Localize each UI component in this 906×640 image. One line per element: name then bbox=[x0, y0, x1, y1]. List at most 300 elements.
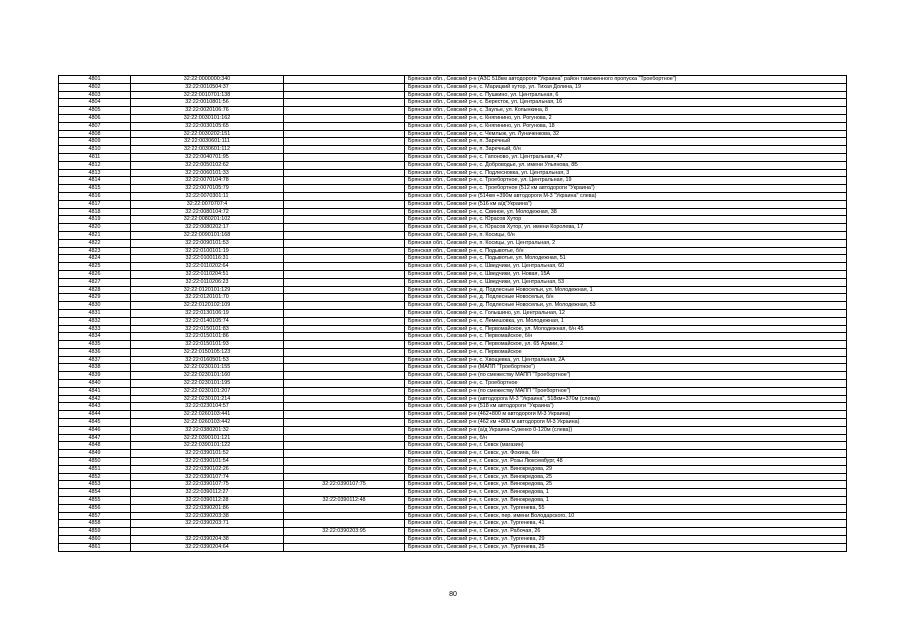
cadastral-number-cell: 32:22:0090101:53 bbox=[131, 239, 284, 247]
address-cell: Брянская обл., Севский р-н (автодорога М-3 "Украина", 518км+370м (слева)) bbox=[405, 395, 847, 403]
row-number-cell: 4808 bbox=[59, 130, 131, 138]
table-row bbox=[59, 450, 847, 458]
cadastral-number-cell: 32:22:0150101:86 bbox=[131, 333, 284, 341]
address-cell: Брянская обл., Севский р-н, п. Заречный bbox=[405, 138, 847, 146]
previous-number-cell bbox=[284, 91, 405, 99]
row-number-cell: 4815 bbox=[59, 185, 131, 193]
table-row bbox=[59, 278, 847, 286]
table-row bbox=[59, 294, 847, 302]
table-row bbox=[59, 458, 847, 466]
address-cell: Брянская обл., Севский р-н, с. Юрасов Хутор, ул. имени Королева, 17 bbox=[405, 224, 847, 232]
address-cell: Брянская обл., Севский р-н (516 км а/д"Украина") bbox=[405, 200, 847, 208]
row-number-cell: 4843 bbox=[59, 403, 131, 411]
address-cell: Брянская обл., Севский р-н, с. Троебортное, ул. Центральная, 19 bbox=[405, 177, 847, 185]
previous-number-cell bbox=[284, 419, 405, 427]
cadastral-number-cell: 32:22:0390112:27 bbox=[131, 489, 284, 497]
cadastral-number-cell: 32:22:0380201:32 bbox=[131, 426, 284, 434]
address-cell: Брянская обл., Севский р-н, с. Марицкий хутор, ул. Тихая Долина, 19 bbox=[405, 83, 847, 91]
row-number-cell: 4830 bbox=[59, 302, 131, 310]
table-row bbox=[59, 161, 847, 169]
cadastral-number-cell: 32:22:0080104:72 bbox=[131, 208, 284, 216]
address-cell: Брянская обл., Севский р-н, д. Подлесные Новосельи, ул. Молодежная, 1 bbox=[405, 286, 847, 294]
previous-number-cell bbox=[284, 169, 405, 177]
row-number-cell: 4803 bbox=[59, 91, 131, 99]
address-cell: Брянская обл., Севский р-н, г. Севск, ул. Винокредова, 1 bbox=[405, 489, 847, 497]
previous-number-cell bbox=[284, 239, 405, 247]
cadastral-number-cell: 32:22:0110204:51 bbox=[131, 270, 284, 278]
cadastral-number-cell: 32:22:0030105:65 bbox=[131, 122, 284, 130]
table-row bbox=[59, 224, 847, 232]
table-row bbox=[59, 76, 847, 84]
row-number-cell: 4841 bbox=[59, 387, 131, 395]
cadastral-number-cell: 32:22:0070707:4 bbox=[131, 200, 284, 208]
row-number-cell: 4816 bbox=[59, 192, 131, 200]
cadastral-number-cell: 32:22:0390204:38 bbox=[131, 536, 284, 544]
cadastral-number-cell: 32:22:0390203:71 bbox=[131, 520, 284, 528]
row-number-cell: 4811 bbox=[59, 153, 131, 161]
table-row bbox=[59, 192, 847, 200]
previous-number-cell bbox=[284, 270, 405, 278]
table-row bbox=[59, 543, 847, 551]
table-row bbox=[59, 255, 847, 263]
previous-number-cell bbox=[284, 411, 405, 419]
address-cell: Брянская обл., Севский р-н, г. Севск (магазин) bbox=[405, 442, 847, 450]
previous-number-cell bbox=[284, 200, 405, 208]
cadastral-number-cell: 32:22:0230101:195 bbox=[131, 380, 284, 388]
address-cell: Брянская обл., Севский р-н, г. Севск, ул. Розы Люксембург, 48 bbox=[405, 458, 847, 466]
row-number-cell: 4806 bbox=[59, 114, 131, 122]
cadastral-number-cell: 32:22:0150101:83 bbox=[131, 325, 284, 333]
address-cell: Брянская обл., Севский р-н, с. Юрасов Хутор bbox=[405, 216, 847, 224]
cadastral-number-cell: 32:22:0040701:95 bbox=[131, 153, 284, 161]
table-row bbox=[59, 200, 847, 208]
previous-number-cell bbox=[284, 356, 405, 364]
cadastral-table bbox=[58, 75, 847, 552]
row-number-cell: 4848 bbox=[59, 442, 131, 450]
address-cell: Брянская обл., Севский р-н, г. Севск, ул. Рабочая, 26 bbox=[405, 528, 847, 536]
previous-number-cell bbox=[284, 489, 405, 497]
row-number-cell: 4818 bbox=[59, 208, 131, 216]
previous-number-cell bbox=[284, 309, 405, 317]
previous-number-cell bbox=[284, 465, 405, 473]
row-number-cell: 4821 bbox=[59, 231, 131, 239]
table-row bbox=[59, 146, 847, 154]
cadastral-number-cell: 32:22:0030601:111 bbox=[131, 138, 284, 146]
row-number-cell: 4840 bbox=[59, 380, 131, 388]
cadastral-number-cell: 32:22:0050102:62 bbox=[131, 161, 284, 169]
table-row bbox=[59, 497, 847, 505]
previous-number-cell bbox=[284, 185, 405, 193]
previous-number-cell bbox=[284, 177, 405, 185]
address-cell: Брянская обл., Севский р-н (а/д Украина-Сузенко 0-120м (слева)) bbox=[405, 426, 847, 434]
cadastral-number-cell: 32:22:0230101:214 bbox=[131, 395, 284, 403]
previous-number-cell bbox=[284, 387, 405, 395]
address-cell: Брянская обл., Севский р-н, с. Подлесновка, ул. Центральная, 3 bbox=[405, 169, 847, 177]
previous-number-cell bbox=[284, 122, 405, 130]
address-cell: Брянская обл., Севский р-н, с. Свиное, ул. Молодежная, 38 bbox=[405, 208, 847, 216]
previous-number-cell bbox=[284, 130, 405, 138]
previous-number-cell bbox=[284, 380, 405, 388]
table-row bbox=[59, 216, 847, 224]
table-row bbox=[59, 419, 847, 427]
previous-number-cell bbox=[284, 341, 405, 349]
cadastral-number-cell: 32:22:0230104:57 bbox=[131, 403, 284, 411]
cadastral-number-cell: 32:22:0230101:207 bbox=[131, 387, 284, 395]
table-row bbox=[59, 411, 847, 419]
table-row bbox=[59, 263, 847, 271]
table-row bbox=[59, 348, 847, 356]
row-number-cell: 4835 bbox=[59, 341, 131, 349]
address-cell: Брянская обл., Севский р-н (518 км автодороги "Украина") bbox=[405, 403, 847, 411]
cadastral-number-cell: 32:22:0120102:109 bbox=[131, 302, 284, 310]
previous-number-cell bbox=[284, 76, 405, 84]
row-number-cell: 4838 bbox=[59, 364, 131, 372]
table-row bbox=[59, 270, 847, 278]
row-number-cell: 4824 bbox=[59, 255, 131, 263]
address-cell: Брянская обл., Севский р-н, г. Севск, ул. Тургенева, 41 bbox=[405, 520, 847, 528]
cadastral-number-cell: 32:22:0390101:54 bbox=[131, 458, 284, 466]
cadastral-number-cell: 32:22:0120101:129 bbox=[131, 286, 284, 294]
table-row bbox=[59, 309, 847, 317]
address-cell: Брянская обл., Севский р-н (514км +390м автодороги М-3 "Украина" слева) bbox=[405, 192, 847, 200]
address-cell: Брянская обл., Севский р-н, г. Севск, пер. имени Володарского, 10 bbox=[405, 512, 847, 520]
table-row bbox=[59, 333, 847, 341]
table-row bbox=[59, 528, 847, 536]
cadastral-number-cell: 32:22:0140105:74 bbox=[131, 317, 284, 325]
previous-number-cell bbox=[284, 83, 405, 91]
previous-number-cell bbox=[284, 403, 405, 411]
address-cell: Брянская обл., Севский р-н, с. Пушкино, ул. Центральная, 6 bbox=[405, 91, 847, 99]
address-cell: Брянская обл., Севский р-н (АЗС 518км автодороги "Украина" район таможенного пропуска "Троебортное") bbox=[405, 76, 847, 84]
address-cell: Брянская обл., Севский р-н, г. Севск, ул. Винокредова, 1 bbox=[405, 497, 847, 505]
address-cell: Брянская обл., Севский р-н, б/н bbox=[405, 434, 847, 442]
table-row bbox=[59, 442, 847, 450]
table-row bbox=[59, 356, 847, 364]
previous-number-cell bbox=[284, 333, 405, 341]
previous-number-cell: 32:22:0390112:48 bbox=[284, 497, 405, 505]
previous-number-cell bbox=[284, 107, 405, 115]
cadastral-number-cell: 32:22:0130106:19 bbox=[131, 309, 284, 317]
previous-number-cell bbox=[284, 224, 405, 232]
previous-number-cell bbox=[284, 302, 405, 310]
cadastral-number-cell: 32:22:0030601:112 bbox=[131, 146, 284, 154]
table-row bbox=[59, 403, 847, 411]
row-number-cell: 4858 bbox=[59, 520, 131, 528]
address-cell: Брянская обл., Севский р-н, с. Хвощевка, ул. Центральная, 2А bbox=[405, 356, 847, 364]
address-cell: Брянская обл., Севский р-н, с. Шведчики, ул. Новая, 15А bbox=[405, 270, 847, 278]
table-row bbox=[59, 364, 847, 372]
previous-number-cell bbox=[284, 99, 405, 107]
row-number-cell: 4861 bbox=[59, 543, 131, 551]
row-number-cell: 4831 bbox=[59, 309, 131, 317]
table-row bbox=[59, 325, 847, 333]
row-number-cell: 4804 bbox=[59, 99, 131, 107]
table-row bbox=[59, 512, 847, 520]
address-cell: Брянская обл., Севский р-н, с. Троебортное bbox=[405, 380, 847, 388]
previous-number-cell bbox=[284, 192, 405, 200]
table-body bbox=[59, 76, 847, 552]
page-number: 80 bbox=[449, 591, 457, 598]
row-number-cell: 4846 bbox=[59, 426, 131, 434]
row-number-cell: 4849 bbox=[59, 450, 131, 458]
table-row bbox=[59, 465, 847, 473]
row-number-cell: 4829 bbox=[59, 294, 131, 302]
table-row bbox=[59, 504, 847, 512]
cadastral-number-cell: 32:22:0260103:442 bbox=[131, 419, 284, 427]
cadastral-number-cell: 32:22:0230101:160 bbox=[131, 372, 284, 380]
cadastral-number-cell: 32:22:0390204:64 bbox=[131, 543, 284, 551]
table-row bbox=[59, 481, 847, 489]
row-number-cell: 4837 bbox=[59, 356, 131, 364]
previous-number-cell bbox=[284, 216, 405, 224]
table-row bbox=[59, 317, 847, 325]
address-cell: Брянская обл., Севский р-н (МАПП "Троебортное") bbox=[405, 364, 847, 372]
previous-number-cell bbox=[284, 434, 405, 442]
row-number-cell: 4819 bbox=[59, 216, 131, 224]
previous-number-cell: 32:22:0390107:75 bbox=[284, 481, 405, 489]
table-row bbox=[59, 372, 847, 380]
previous-number-cell bbox=[284, 473, 405, 481]
previous-number-cell bbox=[284, 458, 405, 466]
cadastral-number-cell: 32:22:0080202:17 bbox=[131, 224, 284, 232]
previous-number-cell bbox=[284, 294, 405, 302]
cadastral-number-cell: 32:22:0390112:28 bbox=[131, 497, 284, 505]
table-row bbox=[59, 169, 847, 177]
row-number-cell: 4805 bbox=[59, 107, 131, 115]
row-number-cell: 4832 bbox=[59, 317, 131, 325]
row-number-cell: 4855 bbox=[59, 497, 131, 505]
address-cell: Брянская обл., Севский р-н, п. Заречный, б/н bbox=[405, 146, 847, 154]
previous-number-cell bbox=[284, 520, 405, 528]
row-number-cell: 4810 bbox=[59, 146, 131, 154]
cadastral-number-cell: 32:22:0100116:31 bbox=[131, 255, 284, 263]
previous-number-cell bbox=[284, 348, 405, 356]
table-row bbox=[59, 426, 847, 434]
previous-number-cell bbox=[284, 536, 405, 544]
previous-number-cell bbox=[284, 504, 405, 512]
cadastral-number-cell: 32:22:0390102:26 bbox=[131, 465, 284, 473]
table-row bbox=[59, 130, 847, 138]
row-number-cell: 4860 bbox=[59, 536, 131, 544]
row-number-cell: 4822 bbox=[59, 239, 131, 247]
address-cell: Брянская обл., Севский р-н, п. Косицы, б/н bbox=[405, 231, 847, 239]
table-row bbox=[59, 138, 847, 146]
cadastral-number-cell: 32:22:0030101:162 bbox=[131, 114, 284, 122]
previous-number-cell bbox=[284, 364, 405, 372]
address-cell: Брянская обл., Севский р-н (462+800 м автодороги М-3 Украина) bbox=[405, 411, 847, 419]
address-cell: Брянская обл., Севский р-н, с. Первомайское, б/н bbox=[405, 333, 847, 341]
cadastral-number-cell: 32:22:0160501:53 bbox=[131, 356, 284, 364]
cadastral-number-cell: 32:22:0060101:33 bbox=[131, 169, 284, 177]
cadastral-number-cell: 32:22:0390107:75 bbox=[131, 481, 284, 489]
table-row bbox=[59, 239, 847, 247]
row-number-cell: 4834 bbox=[59, 333, 131, 341]
address-cell: Брянская обл., Севский р-н, д. Подлесные Новосельи, ул. Молодежная, 53 bbox=[405, 302, 847, 310]
row-number-cell: 4845 bbox=[59, 419, 131, 427]
row-number-cell: 4817 bbox=[59, 200, 131, 208]
cadastral-number-cell: 32:22:0390107:74 bbox=[131, 473, 284, 481]
cadastral-number-cell: 32:22:0030202:151 bbox=[131, 130, 284, 138]
cadastral-number-cell: 32:22:0000000:340 bbox=[131, 76, 284, 84]
previous-number-cell bbox=[284, 512, 405, 520]
cadastral-number-cell: 32:22:0390101:121 bbox=[131, 434, 284, 442]
address-cell: Брянская обл., Севский р-н, с. Подывотье, ул. Молодежная, 51 bbox=[405, 255, 847, 263]
address-cell: Брянская обл., Севский р-н, г. Севск, ул. Тургенева, 29 bbox=[405, 536, 847, 544]
row-number-cell: 4852 bbox=[59, 473, 131, 481]
row-number-cell: 4833 bbox=[59, 325, 131, 333]
table-row bbox=[59, 395, 847, 403]
address-cell: Брянская обл., Севский р-н, с. Первомайское, ул. 65 Армии, 2 bbox=[405, 341, 847, 349]
document-page bbox=[58, 75, 847, 552]
table-row bbox=[59, 114, 847, 122]
previous-number-cell bbox=[284, 231, 405, 239]
table-row bbox=[59, 177, 847, 185]
cadastral-number-cell: 32:22:0110202:64 bbox=[131, 263, 284, 271]
cadastral-number-cell bbox=[131, 528, 284, 536]
address-cell: Брянская обл., Севский р-н, п. Косицы, ул. Центральная, 2 bbox=[405, 239, 847, 247]
row-number-cell: 4809 bbox=[59, 138, 131, 146]
previous-number-cell bbox=[284, 543, 405, 551]
address-cell: Брянская обл., Севский р-н, с. Троебортное (512 км автодороги "Украина") bbox=[405, 185, 847, 193]
table-row bbox=[59, 122, 847, 130]
cadastral-number-cell: 32:22:0390101:122 bbox=[131, 442, 284, 450]
cadastral-number-cell: 32:22:0150105:123 bbox=[131, 348, 284, 356]
address-cell: Брянская обл., Севский р-н, с. Подывотье, б/н bbox=[405, 247, 847, 255]
address-cell: Брянская обл., Севский р-н, г. Севск, ул. Тургенева, 25 bbox=[405, 543, 847, 551]
row-number-cell: 4828 bbox=[59, 286, 131, 294]
row-number-cell: 4856 bbox=[59, 504, 131, 512]
previous-number-cell bbox=[284, 247, 405, 255]
row-number-cell: 4836 bbox=[59, 348, 131, 356]
row-number-cell: 4842 bbox=[59, 395, 131, 403]
table-row bbox=[59, 434, 847, 442]
cadastral-number-cell: 32:22:0390203:38 bbox=[131, 512, 284, 520]
cadastral-number-cell: 32:22:0010701:138 bbox=[131, 91, 284, 99]
address-cell: Брянская обл., Севский р-н, с. Первомайское bbox=[405, 348, 847, 356]
address-cell: Брянская обл., Севский р-н, г. Севск, ул. Винокредова, 29 bbox=[405, 465, 847, 473]
previous-number-cell bbox=[284, 114, 405, 122]
row-number-cell: 4826 bbox=[59, 270, 131, 278]
address-cell: Брянская обл., Севский р-н, с. Лемешовка, ул. Молодежная, 1 bbox=[405, 317, 847, 325]
previous-number-cell bbox=[284, 395, 405, 403]
row-number-cell: 4827 bbox=[59, 278, 131, 286]
address-cell: Брянская обл., Севский р-н, с. Чемлыж, ул. Луначенкова, 32 bbox=[405, 130, 847, 138]
row-number-cell: 4823 bbox=[59, 247, 131, 255]
table-row bbox=[59, 99, 847, 107]
previous-number-cell bbox=[284, 153, 405, 161]
previous-number-cell bbox=[284, 138, 405, 146]
row-number-cell: 4859 bbox=[59, 528, 131, 536]
previous-number-cell bbox=[284, 325, 405, 333]
table-row bbox=[59, 107, 847, 115]
cadastral-number-cell: 32:22:0070301:11 bbox=[131, 192, 284, 200]
row-number-cell: 4851 bbox=[59, 465, 131, 473]
table-row bbox=[59, 231, 847, 239]
cadastral-number-cell: 32:22:0120101:70 bbox=[131, 294, 284, 302]
previous-number-cell bbox=[284, 442, 405, 450]
address-cell: Брянская обл., Севский р-н, с. Княгинино, ул. Рогунова, 2 bbox=[405, 114, 847, 122]
address-cell: Брянская обл., Севский р-н, с. Заулье, ул. Копынкина, 8 bbox=[405, 107, 847, 115]
previous-number-cell bbox=[284, 263, 405, 271]
cadastral-number-cell: 32:22:0070104:78 bbox=[131, 177, 284, 185]
row-number-cell: 4820 bbox=[59, 224, 131, 232]
table-row bbox=[59, 83, 847, 91]
table-row bbox=[59, 286, 847, 294]
address-cell: Брянская обл., Севский р-н, с. Княгинино, ул. Рогунова, 18 bbox=[405, 122, 847, 130]
row-number-cell: 4802 bbox=[59, 83, 131, 91]
address-cell: Брянская обл., Севский р-н (462 км +800 м автодороги М-3 Украина) bbox=[405, 419, 847, 427]
address-cell: Брянская обл., Севский р-н, с. Гапоново, ул. Центральная, 47 bbox=[405, 153, 847, 161]
address-cell: Брянская обл., Севский р-н, с. Шведчики, ул. Центральная, 53 bbox=[405, 278, 847, 286]
previous-number-cell: 32:22:0390203:95 bbox=[284, 528, 405, 536]
row-number-cell: 4850 bbox=[59, 458, 131, 466]
table-row bbox=[59, 489, 847, 497]
address-cell: Брянская обл., Севский р-н, с. Бересток, ул. Центральная, 16 bbox=[405, 99, 847, 107]
cadastral-number-cell: 32:22:0070105:79 bbox=[131, 185, 284, 193]
row-number-cell: 4825 bbox=[59, 263, 131, 271]
address-cell: Брянская обл., Севский р-н (по смежеству МАПП "Троебортное") bbox=[405, 387, 847, 395]
cadastral-number-cell: 32:22:0090101:168 bbox=[131, 231, 284, 239]
previous-number-cell bbox=[284, 208, 405, 216]
table-row bbox=[59, 153, 847, 161]
table-row bbox=[59, 247, 847, 255]
row-number-cell: 4847 bbox=[59, 434, 131, 442]
row-number-cell: 4814 bbox=[59, 177, 131, 185]
cadastral-number-cell: 32:22:0080201:102 bbox=[131, 216, 284, 224]
table-row bbox=[59, 520, 847, 528]
table-row bbox=[59, 208, 847, 216]
address-cell: Брянская обл., Севский р-н, г. Севск, ул. Винокредова, 25 bbox=[405, 481, 847, 489]
address-cell: Брянская обл., Севский р-н, г. Севск, ул. Винокредова, 25 bbox=[405, 473, 847, 481]
cadastral-number-cell: 32:22:0390101:52 bbox=[131, 450, 284, 458]
table-row bbox=[59, 473, 847, 481]
previous-number-cell bbox=[284, 146, 405, 154]
previous-number-cell bbox=[284, 278, 405, 286]
row-number-cell: 4857 bbox=[59, 512, 131, 520]
cadastral-number-cell: 32:22:0230101:155 bbox=[131, 364, 284, 372]
row-number-cell: 4812 bbox=[59, 161, 131, 169]
table-row bbox=[59, 536, 847, 544]
address-cell: Брянская обл., Севский р-н, с. Шведчики, ул. Центральная, 60 bbox=[405, 263, 847, 271]
address-cell: Брянская обл., Севский р-н (по смежеству МАПП "Троебортное") bbox=[405, 372, 847, 380]
cadastral-number-cell: 32:22:0390201:86 bbox=[131, 504, 284, 512]
table-row bbox=[59, 380, 847, 388]
address-cell: Брянская обл., Севский р-н, г. Севск, ул. Фокина, б/н bbox=[405, 450, 847, 458]
table-row bbox=[59, 302, 847, 310]
row-number-cell: 4801 bbox=[59, 76, 131, 84]
previous-number-cell bbox=[284, 450, 405, 458]
previous-number-cell bbox=[284, 372, 405, 380]
address-cell: Брянская обл., Севский р-н, с. Первомайское, ул. Молодежная, б/н 45 bbox=[405, 325, 847, 333]
address-cell: Брянская обл., Севский р-н, г. Севск, ул. Тургенева, 55 bbox=[405, 504, 847, 512]
cadastral-number-cell: 32:22:0110206:23 bbox=[131, 278, 284, 286]
cadastral-number-cell: 32:22:0010504:37 bbox=[131, 83, 284, 91]
row-number-cell: 4807 bbox=[59, 122, 131, 130]
previous-number-cell bbox=[284, 317, 405, 325]
table-row bbox=[59, 341, 847, 349]
row-number-cell: 4813 bbox=[59, 169, 131, 177]
row-number-cell: 4844 bbox=[59, 411, 131, 419]
row-number-cell: 4854 bbox=[59, 489, 131, 497]
row-number-cell: 4853 bbox=[59, 481, 131, 489]
address-cell: Брянская обл., Севский р-н, с. Доброводье, ул. имени Ульянова, 8Б bbox=[405, 161, 847, 169]
previous-number-cell bbox=[284, 255, 405, 263]
cadastral-number-cell: 32:22:0020106:76 bbox=[131, 107, 284, 115]
previous-number-cell bbox=[284, 426, 405, 434]
address-cell: Брянская обл., Севский р-н, с. Голышино, ул. Центральная, 12 bbox=[405, 309, 847, 317]
previous-number-cell bbox=[284, 286, 405, 294]
table-row bbox=[59, 91, 847, 99]
